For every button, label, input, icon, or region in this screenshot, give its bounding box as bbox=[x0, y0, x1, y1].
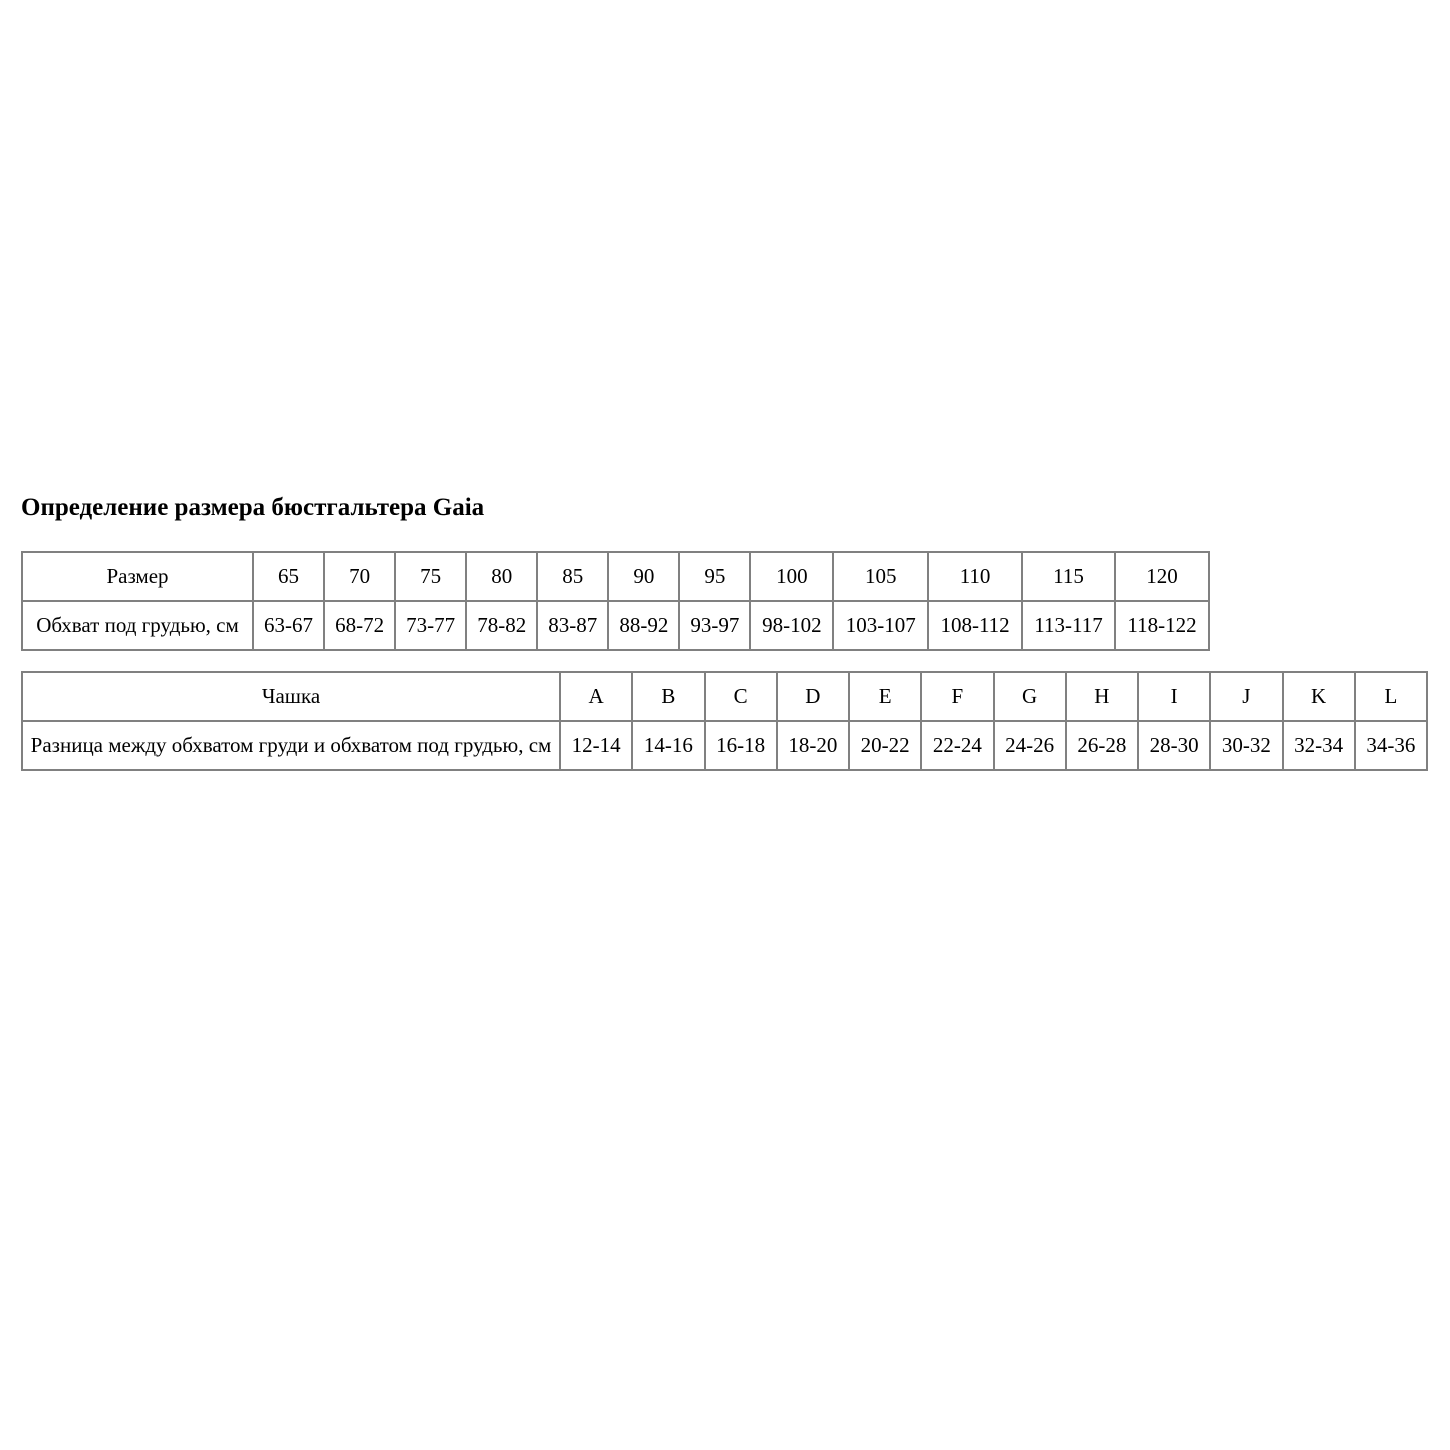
difference-range-cell: 32-34 bbox=[1283, 721, 1355, 770]
page-title: Определение размера бюстгальтера Gaia bbox=[21, 494, 485, 521]
underbust-range-cell: 63-67 bbox=[253, 601, 324, 650]
table-row bbox=[22, 601, 1209, 650]
band-size-cell: 105 bbox=[833, 552, 928, 601]
difference-range-cell: 30-32 bbox=[1210, 721, 1282, 770]
band-size-cell: 75 bbox=[395, 552, 466, 601]
cup-letter-cell: I bbox=[1138, 672, 1210, 721]
cup-letter-cell: E bbox=[849, 672, 921, 721]
difference-range-cell: 14-16 bbox=[632, 721, 704, 770]
difference-row-label: Разница между обхватом груди и обхватом под грудью, см bbox=[22, 721, 560, 770]
band-size-cell: 100 bbox=[750, 552, 833, 601]
cup-size-table bbox=[21, 671, 1428, 771]
cup-header-label: Чашка bbox=[22, 672, 560, 721]
band-size-cell: 85 bbox=[537, 552, 608, 601]
difference-range-cell: 16-18 bbox=[705, 721, 777, 770]
difference-range-cell: 34-36 bbox=[1355, 721, 1427, 770]
difference-range-cell: 20-22 bbox=[849, 721, 921, 770]
difference-range-cell: 28-30 bbox=[1138, 721, 1210, 770]
underbust-range-cell: 98-102 bbox=[750, 601, 833, 650]
band-size-cell: 65 bbox=[253, 552, 324, 601]
underbust-range-cell: 68-72 bbox=[324, 601, 395, 650]
cup-letter-cell: D bbox=[777, 672, 849, 721]
underbust-range-cell: 103-107 bbox=[833, 601, 928, 650]
band-size-cell: 95 bbox=[679, 552, 750, 601]
difference-range-cell: 24-26 bbox=[994, 721, 1066, 770]
table-row bbox=[22, 672, 1427, 721]
band-size-header-label: Размер bbox=[22, 552, 253, 601]
difference-range-cell: 12-14 bbox=[560, 721, 632, 770]
cup-letter-cell: C bbox=[705, 672, 777, 721]
cup-letter-cell: A bbox=[560, 672, 632, 721]
band-size-cell: 110 bbox=[928, 552, 1022, 601]
table-row bbox=[22, 721, 1427, 770]
underbust-range-cell: 93-97 bbox=[679, 601, 750, 650]
underbust-range-cell: 73-77 bbox=[395, 601, 466, 650]
band-size-cell: 90 bbox=[608, 552, 679, 601]
band-size-cell: 70 bbox=[324, 552, 395, 601]
band-size-cell: 115 bbox=[1022, 552, 1115, 601]
underbust-range-cell: 88-92 bbox=[608, 601, 679, 650]
underbust-row-label: Обхват под грудью, см bbox=[22, 601, 253, 650]
cup-letter-cell: K bbox=[1283, 672, 1355, 721]
cup-letter-cell: J bbox=[1210, 672, 1282, 721]
table-row bbox=[22, 552, 1209, 601]
band-size-cell: 120 bbox=[1115, 552, 1209, 601]
underbust-range-cell: 113-117 bbox=[1022, 601, 1115, 650]
difference-range-cell: 22-24 bbox=[921, 721, 993, 770]
underbust-range-cell: 83-87 bbox=[537, 601, 608, 650]
underbust-range-cell: 78-82 bbox=[466, 601, 537, 650]
cup-letter-cell: F bbox=[921, 672, 993, 721]
band-size-table bbox=[21, 551, 1210, 651]
difference-range-cell: 26-28 bbox=[1066, 721, 1138, 770]
cup-letter-cell: B bbox=[632, 672, 704, 721]
cup-letter-cell: G bbox=[994, 672, 1066, 721]
underbust-range-cell: 108-112 bbox=[928, 601, 1022, 650]
cup-letter-cell: H bbox=[1066, 672, 1138, 721]
cup-letter-cell: L bbox=[1355, 672, 1427, 721]
band-size-cell: 80 bbox=[466, 552, 537, 601]
underbust-range-cell: 118-122 bbox=[1115, 601, 1209, 650]
difference-range-cell: 18-20 bbox=[777, 721, 849, 770]
